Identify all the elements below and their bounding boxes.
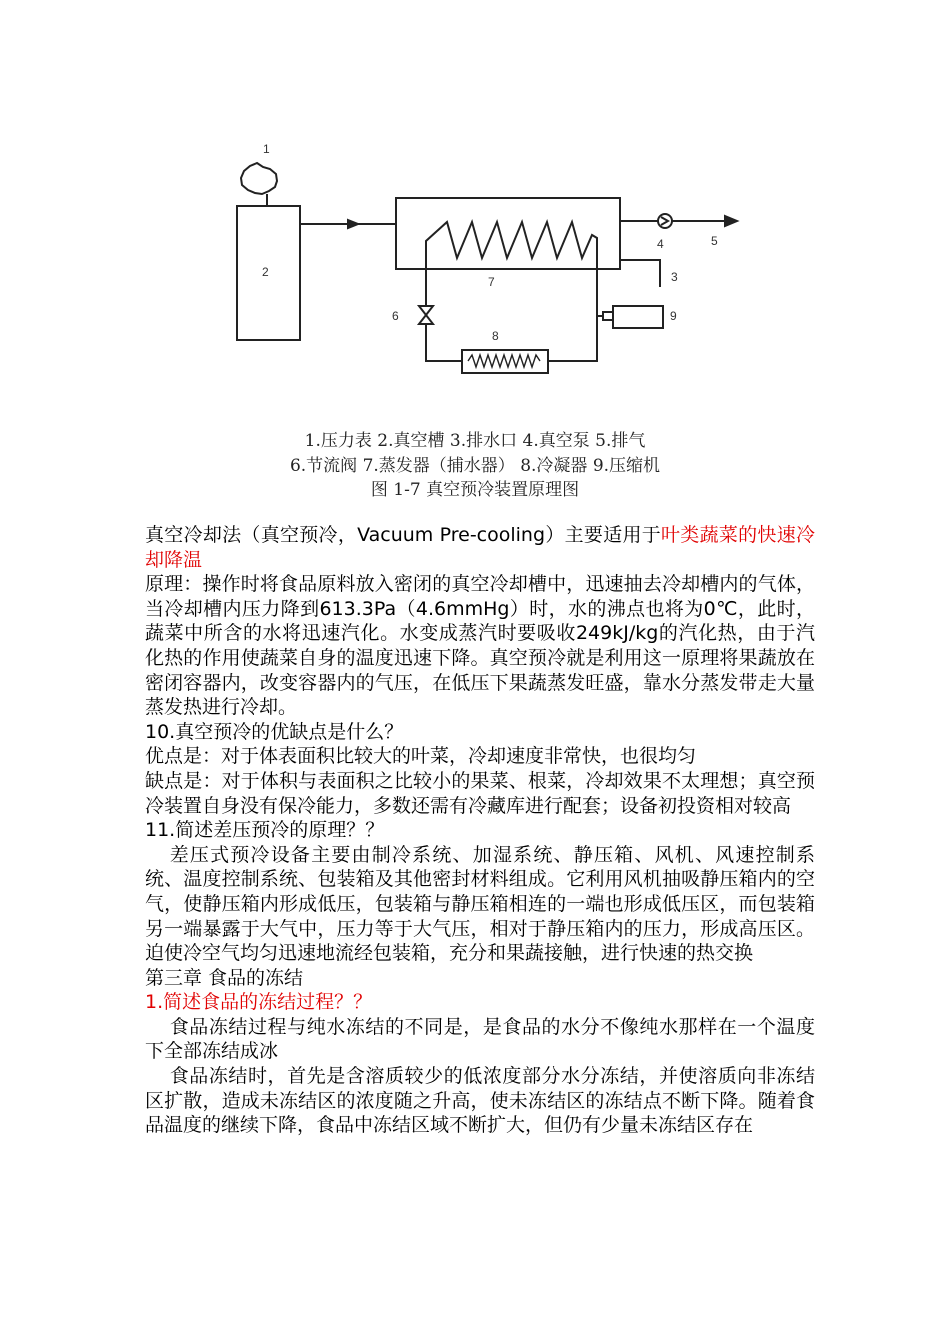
chapter-heading: 第三章 食品的冻结 [145,966,304,989]
compressor [613,306,663,328]
pressure-precooling-paragraph: 差压式预冷设备主要由制冷系统、加湿系统、静压箱、风机、风速控制系统、温度控制系统、包装箱及其他密封材料组成。它利用风机抽吸静压箱内的空气，使静压箱内形成低压，包装箱与静压箱相连的一端也形成低压区，而包装箱另一端暴露于大气中，压力等于大气压，相对于静压箱内的压力，形成高压区。迫使冷空气均匀迅速地流经包装箱，充分和果蔬接触，进行快速的热交换 [145,843,815,965]
label-4: 4 [657,237,664,251]
figure-caption: 图 1-7 真空预冷装置原理图 [370,480,580,500]
label-9: 9 [670,309,677,323]
question-1: 1.简述食品的冻结过程？？ [145,991,373,1014]
disadvantages-paragraph: 缺点是：对于体积与表面积之比较小的果菜、根菜，冷却效果不太理想；真空预冷装置自身没有保冷能力，多数还需有冷藏库进行配套；设备初投资相对较高 [145,769,815,817]
body-text [145,523,815,1138]
freezing-paragraph-2: 食品冻结时，首先是含溶质较少的低浓度部分水分冻结，并使溶质向非冻结区扩散，造成未冻结区的浓度随之升高，使未冻结区的冻结点不断下降。随着食品温度的继续下降，食品中冻结区域不断扩大，但仍有少量未冻结区存在 [145,1065,815,1137]
intro-text: 真空冷却法（真空预冷，Vacuum Pre-cooling）主要适用于 [145,524,662,546]
intro-paragraph [145,523,815,572]
apparatus-diagram [220,130,760,420]
label-1: 1 [263,142,270,156]
vacuum-chamber [396,198,620,269]
principle-paragraph: 原理：操作时将食品原料放入密闭的真空冷却槽中，迅速抽去冷却槽内的气体，当冷却槽内压力降到613.3Pa（4.6mmHg）时，水的沸点也将为0℃，此时，蔬菜中所含的水将迅速汽化。水变成蒸汽时要吸收249kJ/kg的汽化热，由于汽化热的作用使蔬菜自身的温度迅速下降。真空预冷就是利用这一原理将果蔬放在密闭容器内，改变容器内的气压，在低压下果蔬蒸发旺盛，靠水分蒸发带走大量蒸发热进行冷却。 [145,573,815,719]
figure-legend-line-1: 1.压力表 2.真空槽 3.排水口 4.真空泵 5.排气 [304,431,646,451]
question-11: 11.简述差压预冷的原理？？ [145,819,385,842]
pressure-gauge-icon [241,163,277,194]
label-3: 3 [671,270,678,284]
label-2: 2 [262,265,269,279]
question-10: 10.真空预冷的优缺点是什么？ [145,720,404,743]
label-8: 8 [492,329,499,343]
figure-legend-line-2: 6.节流阀 7.蒸发器（捕水器） 8.冷凝器 9.压缩机 [289,456,661,476]
label-5: 5 [711,234,718,248]
schematic-svg [220,130,760,420]
advantages-paragraph: 优点是：对于体表面积比较大的叶菜，冷却速度非常快，也很均匀 [145,745,697,768]
label-6: 6 [392,309,399,323]
freezing-paragraph-1: 食品冻结过程与纯水冻结的不同是，是食品的水分不像纯水那样在一个温度下全部冻结成冰 [145,1015,815,1063]
label-7: 7 [488,275,495,289]
evaporator-coil [426,222,597,340]
intro-highlight: 叶类蔬菜的快速冷却降温 [145,524,815,571]
